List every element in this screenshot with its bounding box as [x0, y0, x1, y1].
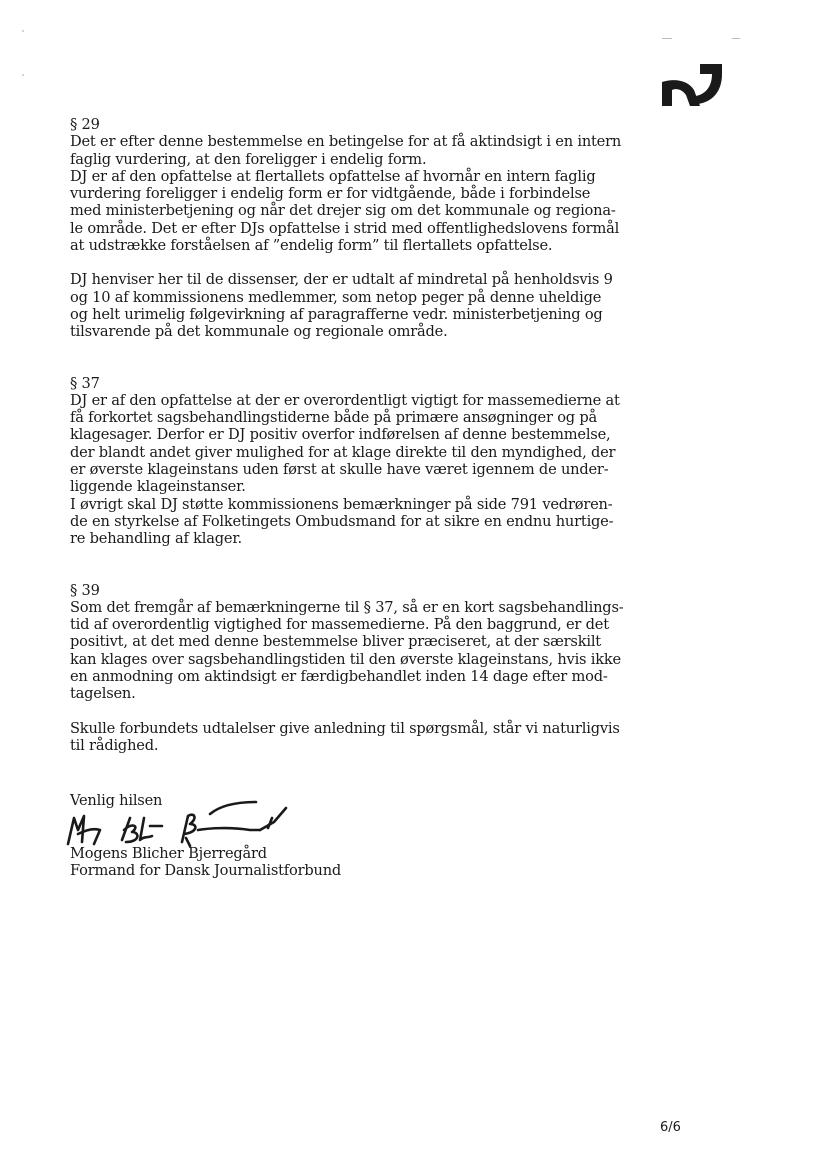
- text-line: DJ er af den opfattelse at flertallets opfattelse af hvornår en intern faglig: [70, 167, 596, 185]
- scan-speck: [22, 30, 24, 32]
- paragraph: [70, 133, 622, 255]
- signatory-title: Formand for Dansk Journalistforbund: [70, 862, 342, 880]
- section-29: [70, 116, 622, 341]
- text-line: og helt urimelig følgevirkning af paragrafferne vedr. ministerbetjening og: [70, 305, 603, 323]
- text-line: positivt, at det med denne bestemmelse bliver præciseret, at der særskilt: [70, 633, 601, 651]
- text-line: og 10 af kommissionens medlemmer, som netop peger på denne uheldige: [70, 288, 602, 306]
- scan-mark: [732, 38, 740, 39]
- signatory-name: Mogens Blicher Bjerregård: [70, 845, 267, 862]
- text-line: at udstrække forståelsen af ”endelig form” til flertallets opfattelse.: [70, 237, 553, 255]
- text-line: vurdering foreligger i endelig form er for vidtgående, både i forbindelse: [70, 185, 591, 203]
- text-line: tid af overordentlig vigtighed for massemedierne. På den baggrund, er det: [70, 616, 609, 634]
- text-line: der blandt andet giver mulighed for at klage direkte til den myndighed, der: [70, 443, 616, 461]
- signature-block: [70, 845, 470, 880]
- section-39: [70, 581, 624, 755]
- text-line: faglig vurdering, at den foreligger i endelig form.: [70, 150, 427, 168]
- text-line: re behandling af klager.: [70, 530, 242, 548]
- paragraph: [70, 598, 624, 703]
- text-line: klagesager. Derfor er DJ positiv overfor indførelsen af denne bestemmelse,: [70, 426, 611, 444]
- section-heading: § 39: [70, 581, 100, 599]
- text-line: DJ er af den opfattelse at der er overordentligt vigtigt for massemedierne at: [70, 391, 620, 409]
- page-number: 6/6: [660, 1120, 681, 1135]
- text-line: de en styrkelse af Folketingets Ombudsmand for at sikre en endnu hurtige-: [70, 512, 614, 530]
- letter-body: [70, 116, 624, 754]
- closing-greeting: Venlig hilsen: [70, 792, 163, 809]
- text-line: kan klages over sagsbehandlingstiden til den øverste klageinstans, hvis ikke: [70, 650, 621, 668]
- text-line: le område. Det er efter DJs opfattelse i strid med offentlighedslovens formål: [70, 219, 620, 237]
- text-line: Skulle forbundets udtalelser give anledning til spørgsmål, står vi naturligvis: [70, 719, 620, 737]
- text-line: liggende klageinstanser.: [70, 478, 246, 496]
- text-line: er øverste klageinstans uden først at skulle have været igennem de under-: [70, 461, 609, 479]
- text-line: tilsvarende på det kommunale og regionale område.: [70, 323, 448, 341]
- paragraph: [70, 719, 620, 755]
- scan-mark: [662, 38, 672, 39]
- text-line: en anmodning om aktindsigt er færdigbehandlet inden 14 dage efter mod-: [70, 668, 608, 686]
- section-heading: § 29: [70, 116, 100, 133]
- paragraph: [70, 271, 613, 341]
- paragraph: [70, 391, 620, 548]
- dj-logo-icon: [660, 62, 726, 108]
- scan-speck: [22, 74, 24, 76]
- text-line: med ministerbetjening og når det drejer sig om det kommunale og regiona-: [70, 202, 616, 220]
- text-line: få forkortet sagsbehandlingstiderne både på primære ansøgninger og på: [70, 409, 598, 427]
- text-line: til rådighed.: [70, 736, 159, 754]
- section-heading: § 37: [70, 374, 100, 392]
- section-37: [70, 374, 620, 548]
- text-line: DJ henviser her til de dissenser, der er udtalt af mindretal på henholdsvis 9: [70, 271, 613, 289]
- handwritten-signature: [60, 800, 300, 850]
- text-line: tagelsen.: [70, 685, 136, 703]
- text-line: Som det fremgår af bemærkningerne til § 37, så er en kort sagsbehandlings-: [70, 598, 624, 616]
- text-line: Det er efter denne bestemmelse en betingelse for at få aktindsigt i en intern: [70, 133, 622, 151]
- text-line: I øvrigt skal DJ støtte kommissionens bemærkninger på side 791 vedrøren-: [70, 495, 613, 513]
